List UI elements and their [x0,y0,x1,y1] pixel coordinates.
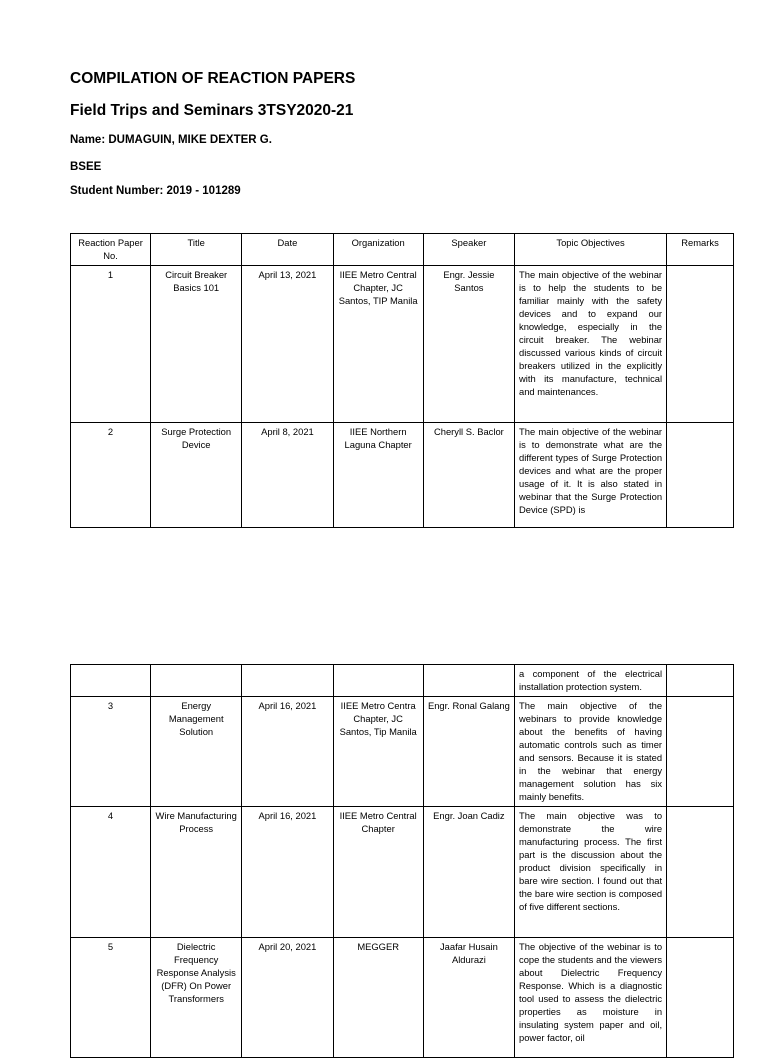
header-reaction-paper-no: Reaction Paper No. [71,234,151,266]
table-row [71,266,734,423]
paper-organization [333,665,423,697]
paper-objective: The main objective of the webinars to provide knowledge about the benefits of having automatic controls such as timer and sensors. Because it is stated in the webinar that energy management solution has six mainly benefits. [515,697,667,807]
paper-speaker: Engr. Joan Cadiz [423,807,514,938]
paper-title: Surge Protection Device [151,423,242,528]
paper-date: April 13, 2021 [242,266,333,423]
paper-date [242,665,333,697]
header-remarks: Remarks [667,234,734,266]
paper-title: Wire Manufacturing Process [151,807,242,938]
reaction-papers-table-page-2 [70,664,734,1058]
header-title: Title [151,234,242,266]
paper-objective: a component of the electrical installation protection system. [515,665,667,697]
paper-remarks [667,266,734,423]
paper-date: April 16, 2021 [242,697,333,807]
course-title: Field Trips and Seminars 3TSY2020-21 [70,102,354,119]
paper-date: April 8, 2021 [242,423,333,528]
paper-remarks [667,665,734,697]
table-row [71,697,734,807]
paper-objective: The objective of the webinar is to cope the students and the viewers about Dielectric Frequency Response. Which is a diagnostic tool used to assess the dielectric properties as moisture in insulating system paper and oil, power factor, oil [515,938,667,1058]
paper-speaker: Jaafar Husain Aldurazi [423,938,514,1058]
paper-no: 3 [71,697,151,807]
paper-organization: IIEE Metro Central Chapter [333,807,423,938]
table-row [71,807,734,938]
header-date: Date [242,234,333,266]
paper-organization: IIEE Northern Laguna Chapter [333,423,423,528]
paper-title: Dielectric Frequency Response Analysis (DFR) On Power Transformers [151,938,242,1058]
paper-remarks [667,938,734,1058]
paper-organization: MEGGER [333,938,423,1058]
paper-title [151,665,242,697]
paper-objective: The main objective of the webinar is to demonstrate what are the different types of Surge Protection devices and what are the proper usage of it. It is also stated in webinar that the Surge Protection Device (SPD) is [515,423,667,528]
paper-remarks [667,697,734,807]
paper-remarks [667,423,734,528]
paper-speaker: Engr. Jessie Santos [423,266,514,423]
table-row [71,938,734,1058]
paper-date: April 20, 2021 [242,938,333,1058]
paper-title: Circuit Breaker Basics 101 [151,266,242,423]
document-title: COMPILATION OF REACTION PAPERS [70,70,356,87]
paper-no: 1 [71,266,151,423]
paper-remarks [667,807,734,938]
table-row [71,423,734,528]
paper-speaker [423,665,514,697]
paper-objective: The main objective of the webinar is to help the students to be familiar mainly with the safety devices and to expand our knowledge, especially in the circuit breaker. The webinar discussed various kinds of circuit breakers utilized in the explicitly with its manufacture, technical and maintenances. [515,266,667,423]
paper-date: April 16, 2021 [242,807,333,938]
program: BSEE [70,161,102,173]
student-name: Name: DUMAGUIN, MIKE DEXTER G. [70,134,272,146]
table-header-row [71,234,734,266]
paper-organization: IIEE Metro Central Chapter, JC Santos, TIP Manila [333,266,423,423]
paper-speaker: Engr. Ronal Galang [423,697,514,807]
student-number: Student Number: 2019 - 101289 [70,185,241,197]
header-speaker: Speaker [423,234,514,266]
paper-no: 4 [71,807,151,938]
header-topic-objectives: Topic Objectives [515,234,667,266]
paper-no: 5 [71,938,151,1058]
reaction-papers-table-page-1 [70,233,734,528]
header-organization: Organization [333,234,423,266]
paper-title: Energy Management Solution [151,697,242,807]
table-row [71,665,734,697]
paper-objective: The main objective was to demonstrate the wire manufacturing process. The first part is the discussion about the product division specifically in bare wire section. I found out that the bare wire section is composed of five different sections. [515,807,667,938]
paper-organization: IIEE Metro Centra Chapter, JC Santos, Tip Manila [333,697,423,807]
paper-speaker: Cheryll S. Baclor [423,423,514,528]
paper-no [71,665,151,697]
paper-no: 2 [71,423,151,528]
